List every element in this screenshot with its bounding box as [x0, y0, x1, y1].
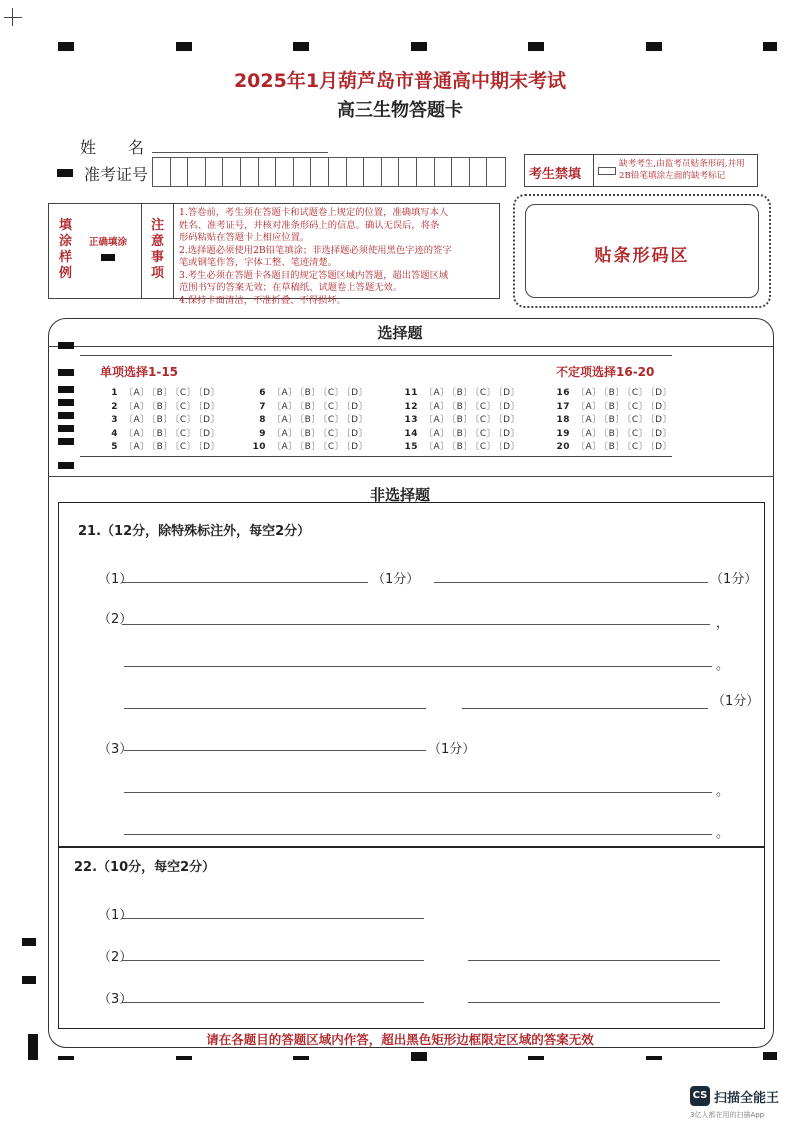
q22-part3-label: （3）: [98, 992, 133, 1007]
timing-mark: [763, 1052, 777, 1060]
timing-mark: [58, 1056, 74, 1060]
timing-mark: [58, 42, 74, 51]
option-bubble[interactable]: 〔C〕: [174, 415, 197, 426]
option-bubble[interactable]: 〔B〕: [299, 415, 321, 426]
choice-question-20: [556, 439, 674, 452]
choice-question-1: [104, 385, 222, 398]
option-bubble[interactable]: 〔C〕: [322, 401, 345, 412]
absent-mark-checkbox[interactable]: [598, 167, 616, 175]
barcode-label: 贴条形码区: [594, 246, 690, 266]
timing-mark: [411, 1052, 427, 1061]
choice-question-5: [104, 439, 222, 452]
choice-question-8: [252, 412, 370, 425]
option-bubble[interactable]: 〔C〕: [174, 401, 197, 412]
fill-sample-label: 填涂样例: [59, 218, 73, 281]
timing-mark: [528, 42, 544, 51]
q21-part2-comma: ，: [716, 616, 730, 631]
question-number: 9: [259, 428, 266, 439]
question-number: 10: [252, 442, 266, 453]
timing-mark: [22, 976, 36, 984]
timing-mark: [293, 1056, 309, 1060]
option-bubble[interactable]: 〔A〕: [424, 428, 450, 439]
choice-question-2: [104, 399, 222, 412]
option-bubble[interactable]: 〔C〕: [474, 428, 497, 439]
option-bubble[interactable]: 〔A〕: [272, 428, 298, 439]
option-bubble[interactable]: 〔A〕: [576, 388, 602, 398]
timing-mark: [411, 42, 427, 51]
timing-mark: [58, 342, 74, 349]
choice-question-4: [104, 426, 222, 439]
option-bubble[interactable]: 〔A〕: [424, 442, 450, 453]
q21-part3-label: （3）: [98, 742, 133, 757]
option-bubble[interactable]: 〔C〕: [322, 442, 345, 453]
question-number: 18: [556, 415, 570, 426]
timing-mark: [763, 42, 777, 51]
question-number: 15: [404, 442, 418, 453]
timing-mark: [58, 425, 74, 432]
timing-mark: [176, 42, 192, 51]
id-label: 准考证号: [84, 165, 149, 184]
instructions-box: [48, 203, 500, 306]
timing-mark: [57, 169, 73, 177]
timing-mark: [176, 1056, 192, 1060]
choice-question-13: [404, 412, 522, 425]
option-bubble[interactable]: 〔D〕: [198, 428, 221, 439]
q21-part2-blank1[interactable]: [122, 624, 710, 625]
option-bubble[interactable]: 〔A〕: [576, 415, 602, 426]
option-bubble[interactable]: 〔D〕: [498, 401, 521, 412]
q22-part3-blank1[interactable]: [122, 1002, 424, 1003]
option-bubble[interactable]: 〔A〕: [576, 442, 602, 453]
option-bubble[interactable]: 〔D〕: [650, 415, 673, 426]
choice-question-19: [556, 426, 674, 439]
name-label: 姓 名: [80, 138, 145, 157]
choice-divider: [48, 346, 774, 347]
id-number-grid[interactable]: [152, 157, 506, 187]
option-bubble[interactable]: 〔C〕: [626, 442, 649, 453]
option-bubble[interactable]: 〔A〕: [124, 388, 150, 398]
option-bubble[interactable]: 〔C〕: [174, 388, 197, 398]
option-bubble[interactable]: 〔A〕: [272, 415, 298, 426]
q21-part2-label: （2）: [98, 612, 133, 627]
option-bubble[interactable]: 〔C〕: [474, 388, 497, 398]
q21-part2-blank3[interactable]: [124, 708, 426, 709]
q21-part3-period2: 。: [716, 826, 730, 841]
q21-part2-blank4[interactable]: [462, 708, 708, 709]
q22-part1-label: （1）: [98, 908, 133, 923]
option-bubble[interactable]: 〔D〕: [346, 442, 369, 453]
timing-mark: [58, 438, 74, 445]
question-number: 3: [111, 415, 118, 426]
option-bubble[interactable]: 〔D〕: [198, 401, 221, 412]
option-bubble[interactable]: 〔B〕: [151, 428, 173, 439]
option-bubble[interactable]: 〔D〕: [198, 442, 221, 453]
option-bubble[interactable]: 〔C〕: [626, 428, 649, 439]
option-bubble[interactable]: 〔B〕: [151, 388, 173, 398]
q22-title: 22.（10分，每空2分）: [74, 860, 216, 875]
option-bubble[interactable]: 〔B〕: [451, 428, 473, 439]
option-bubble[interactable]: 〔D〕: [346, 401, 369, 412]
option-bubble[interactable]: 〔B〕: [603, 401, 625, 412]
multi-choice-label: 不定项选择16-20: [556, 365, 655, 379]
barcode-area: [525, 204, 759, 298]
option-bubble[interactable]: 〔A〕: [272, 388, 298, 398]
scanner-tagline: 3亿人都在用的扫描App: [690, 1111, 765, 1119]
option-bubble[interactable]: 〔D〕: [498, 415, 521, 426]
choice-question-12: [404, 399, 522, 412]
option-bubble[interactable]: 〔D〕: [346, 388, 369, 398]
correct-fill-sample: [101, 254, 115, 261]
option-bubble[interactable]: 〔B〕: [299, 442, 321, 453]
option-bubble[interactable]: 〔D〕: [650, 442, 673, 453]
card-title: 高三生物答题卡: [337, 100, 463, 121]
nonchoice-divider: [48, 476, 774, 477]
q21-part2-period1: 。: [716, 658, 730, 673]
option-bubble[interactable]: 〔C〕: [626, 415, 649, 426]
question-number: 4: [111, 428, 118, 439]
option-bubble[interactable]: 〔B〕: [151, 415, 173, 426]
timing-mark: [646, 1056, 662, 1060]
q22-part2-label: （2）: [98, 950, 133, 965]
scanner-name: 扫描全能王: [714, 1091, 780, 1106]
q21-title: 21.（12分，除特殊标注外，每空2分）: [78, 524, 311, 539]
choice-question-10: [252, 439, 370, 452]
q21-box: [58, 502, 765, 847]
scanner-logo-icon: CS: [690, 1086, 710, 1106]
footer-warning: 请在各题目的答题区域内作答，超出黑色矩形边框限定区域的答案无效: [206, 1032, 594, 1047]
option-bubble[interactable]: 〔D〕: [650, 401, 673, 412]
option-bubble[interactable]: 〔B〕: [451, 442, 473, 453]
notes-text: 1.答卷前，考生须在答题卡和试题卷上规定的位置，准确填写本人 姓名、准考证号，并核对准条形码上的信息。确认无误后，将条 形码粘贴在答题卡上相应位置。 2.选择题必须使用2B铅笔填涂；非选择题必须使用黑色字迹的签字 笔或钢笔作答，字体工整、笔迹清楚。 3.考生必须在答题卡各题目的规定答题区域内答题，超出答题区域 范围书写的答案无效；在草稿纸、试题卷上答题无效。 4.保持卡面清洁，不准折叠、不得损坏。: [179, 207, 452, 306]
q21-part3-blank2[interactable]: [124, 792, 712, 793]
question-number: 14: [404, 428, 418, 439]
timing-mark: [58, 369, 74, 376]
option-bubble[interactable]: 〔D〕: [198, 415, 221, 426]
choice-question-14: [404, 426, 522, 439]
choice-question-7: [252, 399, 370, 412]
question-number: 16: [556, 388, 570, 398]
question-number: 11: [404, 388, 418, 398]
choice-question-9: [252, 426, 370, 439]
question-number: 12: [404, 401, 418, 412]
choice-question-15: [404, 439, 522, 452]
option-bubble[interactable]: 〔A〕: [424, 388, 450, 398]
q22-part2-blank1[interactable]: [122, 960, 424, 961]
registration-cross-icon: [4, 8, 22, 26]
q21-part1-blank1[interactable]: [122, 582, 368, 583]
option-bubble[interactable]: 〔B〕: [299, 401, 321, 412]
option-bubble[interactable]: 〔C〕: [474, 415, 497, 426]
option-bubble[interactable]: 〔C〕: [626, 388, 649, 398]
question-number: 17: [556, 401, 570, 412]
question-number: 20: [556, 442, 570, 453]
timing-mark: [528, 1056, 544, 1060]
question-number: 19: [556, 428, 570, 439]
q21-part1-label: （1）: [98, 572, 133, 587]
q21-part3-blank3[interactable]: [124, 834, 712, 835]
option-bubble[interactable]: 〔D〕: [346, 415, 369, 426]
question-number: 13: [404, 415, 418, 426]
option-bubble[interactable]: 〔D〕: [498, 428, 521, 439]
timing-mark: [58, 462, 74, 469]
option-bubble[interactable]: 〔A〕: [124, 428, 150, 439]
option-bubble[interactable]: 〔A〕: [424, 401, 450, 412]
option-bubble[interactable]: 〔B〕: [603, 442, 625, 453]
scanner-watermark: [690, 1086, 796, 1126]
option-bubble[interactable]: 〔A〕: [124, 442, 150, 453]
question-number: 5: [111, 442, 118, 453]
option-bubble[interactable]: 〔B〕: [151, 401, 173, 412]
timing-mark: [646, 42, 662, 51]
option-bubble[interactable]: 〔C〕: [322, 388, 345, 398]
option-bubble[interactable]: 〔B〕: [603, 388, 625, 398]
question-number: 7: [259, 401, 266, 412]
q21-part1-blank2[interactable]: [434, 582, 708, 583]
option-bubble[interactable]: 〔A〕: [424, 415, 450, 426]
option-bubble[interactable]: 〔D〕: [650, 388, 673, 398]
option-bubble[interactable]: 〔B〕: [451, 415, 473, 426]
absent-label: 考生禁填: [529, 167, 582, 182]
choice-question-18: [556, 412, 674, 425]
choice-section-title: 选择题: [377, 324, 423, 342]
option-bubble[interactable]: 〔A〕: [124, 415, 150, 426]
option-bubble[interactable]: 〔A〕: [272, 401, 298, 412]
option-bubble[interactable]: 〔B〕: [151, 442, 173, 453]
option-bubble[interactable]: 〔C〕: [322, 428, 345, 439]
option-bubble[interactable]: 〔A〕: [576, 428, 602, 439]
q21-part3-blank1[interactable]: [124, 750, 426, 751]
q21-part1-score2: （1分）: [710, 572, 758, 587]
question-number: 1: [111, 388, 118, 398]
option-bubble[interactable]: 〔C〕: [626, 401, 649, 412]
option-bubble[interactable]: 〔C〕: [474, 401, 497, 412]
single-choice-label: 单项选择1-15: [100, 365, 179, 379]
option-bubble[interactable]: 〔C〕: [174, 442, 197, 453]
option-bubble[interactable]: 〔A〕: [576, 401, 602, 412]
option-bubble[interactable]: 〔D〕: [198, 388, 221, 398]
q22-part2-blank2[interactable]: [468, 960, 720, 961]
notes-label: 注意事项: [151, 218, 165, 281]
q21-part1-score1: （1分）: [372, 572, 420, 587]
q22-part1-blank[interactable]: [122, 918, 424, 919]
option-bubble[interactable]: 〔C〕: [322, 415, 345, 426]
question-number: 2: [111, 401, 118, 412]
option-bubble[interactable]: 〔B〕: [603, 415, 625, 426]
timing-mark: [58, 386, 74, 393]
option-bubble[interactable]: 〔A〕: [272, 442, 298, 453]
q21-part2-blank2[interactable]: [124, 666, 712, 667]
choice-question-3: [104, 412, 222, 425]
q21-part3-period1: 。: [716, 784, 730, 799]
option-bubble[interactable]: 〔D〕: [498, 388, 521, 398]
option-bubble[interactable]: 〔B〕: [451, 401, 473, 412]
correct-fill-label: 正确填涂: [89, 237, 128, 248]
question-number: 6: [259, 388, 266, 398]
choice-question-16: [556, 385, 674, 398]
q22-part3-blank2[interactable]: [468, 1002, 720, 1003]
exam-title: 2025年1月葫芦岛市普通高中期末考试: [233, 70, 567, 92]
option-bubble[interactable]: 〔C〕: [474, 442, 497, 453]
option-bubble[interactable]: 〔B〕: [603, 428, 625, 439]
choice-question-6: [252, 385, 370, 398]
q21-part3-score: （1分）: [428, 742, 476, 757]
option-bubble[interactable]: 〔B〕: [451, 388, 473, 398]
timing-mark: [22, 938, 36, 946]
option-bubble[interactable]: 〔A〕: [124, 401, 150, 412]
question-number: 8: [259, 415, 266, 426]
option-bubble[interactable]: 〔D〕: [498, 442, 521, 453]
timing-mark: [58, 399, 74, 406]
name-field[interactable]: [152, 152, 328, 153]
absent-note: 缺考考生,由监考员贴条形码,并用2B铅笔填涂左面的缺考标记: [619, 159, 745, 181]
option-bubble[interactable]: 〔B〕: [299, 388, 321, 398]
option-bubble[interactable]: 〔C〕: [174, 428, 197, 439]
choice-question-17: [556, 399, 674, 412]
choice-question-11: [404, 385, 522, 398]
nonchoice-section-title: 非选择题: [369, 486, 430, 504]
q21-part2-score: （1分）: [712, 694, 760, 709]
timing-mark: [58, 412, 74, 419]
option-bubble[interactable]: 〔D〕: [346, 428, 369, 439]
option-bubble[interactable]: 〔B〕: [299, 428, 321, 439]
option-bubble[interactable]: 〔D〕: [650, 428, 673, 439]
absent-box: [524, 154, 758, 187]
timing-mark: [293, 42, 309, 51]
